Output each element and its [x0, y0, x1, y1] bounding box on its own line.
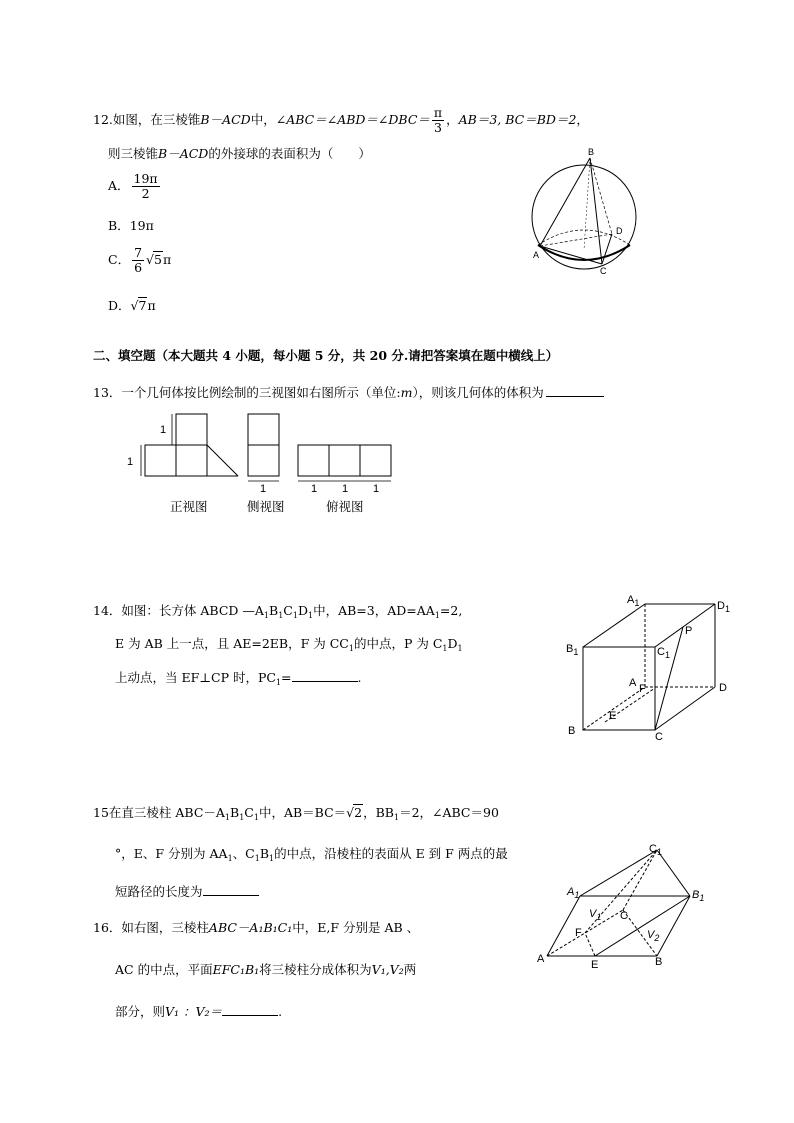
- label-b: B: [588, 147, 595, 157]
- q14-line1: 14．如图：长方体 ABCD $—A_1B_1C_1D_1$中，AB=3，$AD=AA_1=2$,: [93, 603, 463, 620]
- svg-text:1: 1: [311, 483, 318, 495]
- svg-text:C: C: [620, 910, 628, 922]
- q13-answer-blank[interactable]: [546, 384, 604, 397]
- q16-answer-blank[interactable]: [222, 1003, 278, 1016]
- caption-top-view: 俯视图: [326, 499, 364, 514]
- q14-line3: 上动点，当 EF⊥CP 时，$PC_1=$ .: [115, 670, 362, 687]
- label-c: C: [600, 266, 607, 276]
- pi-over-3: $\frac{\pi}{3}$: [433, 105, 443, 135]
- q14-cuboid-figure: [565, 592, 735, 742]
- svg-text:D: D: [719, 682, 727, 694]
- svg-text:B: B: [655, 956, 663, 968]
- svg-text:B1: $B_1$: [566, 643, 579, 657]
- q15-line3: 短路径的长度为: [115, 883, 259, 900]
- caption-side-view: 侧视图: [247, 499, 285, 514]
- svg-text:A: A: [629, 677, 637, 689]
- svg-text:F: F: [575, 927, 582, 939]
- q16-prism-figure: [535, 838, 715, 970]
- svg-text:F: F: [639, 683, 646, 695]
- svg-text:C1: $C_1$: [649, 843, 662, 857]
- q12-option-b: B．19π: [108, 218, 154, 233]
- svg-text:V1: $V_1$: [589, 908, 602, 922]
- q12-line1: 12.如图，在三棱锥B－ACD中，∠ABC＝∠ABD＝∠DBC＝ $\frac{\pi}{3}$ ，AB＝3, BC＝BD＝2，: [93, 105, 589, 135]
- svg-text:E: E: [609, 710, 617, 722]
- q16-line2: AC 的中点，平面EFC₁B₁将三棱柱分成体积为V₁,V₂两: [115, 962, 417, 977]
- svg-text:P: P: [685, 625, 693, 637]
- q12-option-d: D．√7π: [108, 298, 156, 313]
- q15-line2: °，E、F 分别为 $AA_1$、$C_1B_1$的中点，沿棱柱的表面从 E 到 F 两点的最: [115, 846, 508, 863]
- svg-text:C1: $C_1$: [657, 646, 670, 660]
- svg-text:1: 1: [160, 424, 167, 436]
- q12-option-a: A． $\frac{19\pi}{2}$: [108, 171, 158, 201]
- svg-text:A1: $A_1$: [627, 594, 640, 608]
- q14-line2: E 为 AB 上一点，且 AE=2EB，F 为 $CC_1$的中点，P 为 $C_1D_1$: [115, 636, 463, 653]
- q12-line2: 则三棱锥B－ACD的外接球的表面积为（ ）: [108, 146, 371, 161]
- q12-sphere-figure: [530, 147, 642, 276]
- svg-text:A: A: [537, 953, 545, 965]
- svg-text:B: B: [568, 725, 576, 737]
- svg-text:1: 1: [260, 483, 267, 495]
- svg-text:C: C: [655, 731, 663, 743]
- q13-line1: 13．一个几何体按比例绘制的三视图如右图所示（单位:m），则该几何体的体积为: [93, 384, 604, 401]
- svg-text:E: E: [591, 959, 599, 971]
- q14-answer-blank[interactable]: [292, 669, 358, 682]
- section-title: 二、填空题（本大题共 4 小题，每小题 5 分，共 20 分.请把答案填在题中横线上）: [93, 348, 559, 363]
- svg-text:D1: $D_1$: [717, 600, 730, 614]
- svg-text:A1: $A_1$: [567, 886, 580, 900]
- q15-answer-blank[interactable]: [203, 883, 259, 896]
- q12-option-c: C． $\frac{7}{6}$ √5π: [108, 245, 172, 275]
- q15-line1: 15在直三棱柱 $ABC-A_1B_1C_1$中，AB＝BC＝√2，$BB_1=2$，∠ABC＝90: [93, 805, 499, 822]
- svg-text:1: 1: [373, 483, 380, 495]
- svg-text:1: 1: [127, 456, 134, 468]
- label-d: D: [616, 226, 623, 236]
- svg-text:V2: $V_2$: [647, 929, 660, 943]
- caption-front-view: 正视图: [170, 499, 208, 514]
- q16-line3: 部分，则V₁ ：V₂＝ .: [115, 1004, 283, 1019]
- q16-line1: 16．如右图，三棱柱ABC－A₁B₁C₁中，E,F 分别是 AB 、: [93, 920, 420, 935]
- svg-text:B1: $B_1$: [692, 889, 705, 903]
- svg-text:1: 1: [342, 483, 349, 495]
- label-a: A: [533, 250, 540, 260]
